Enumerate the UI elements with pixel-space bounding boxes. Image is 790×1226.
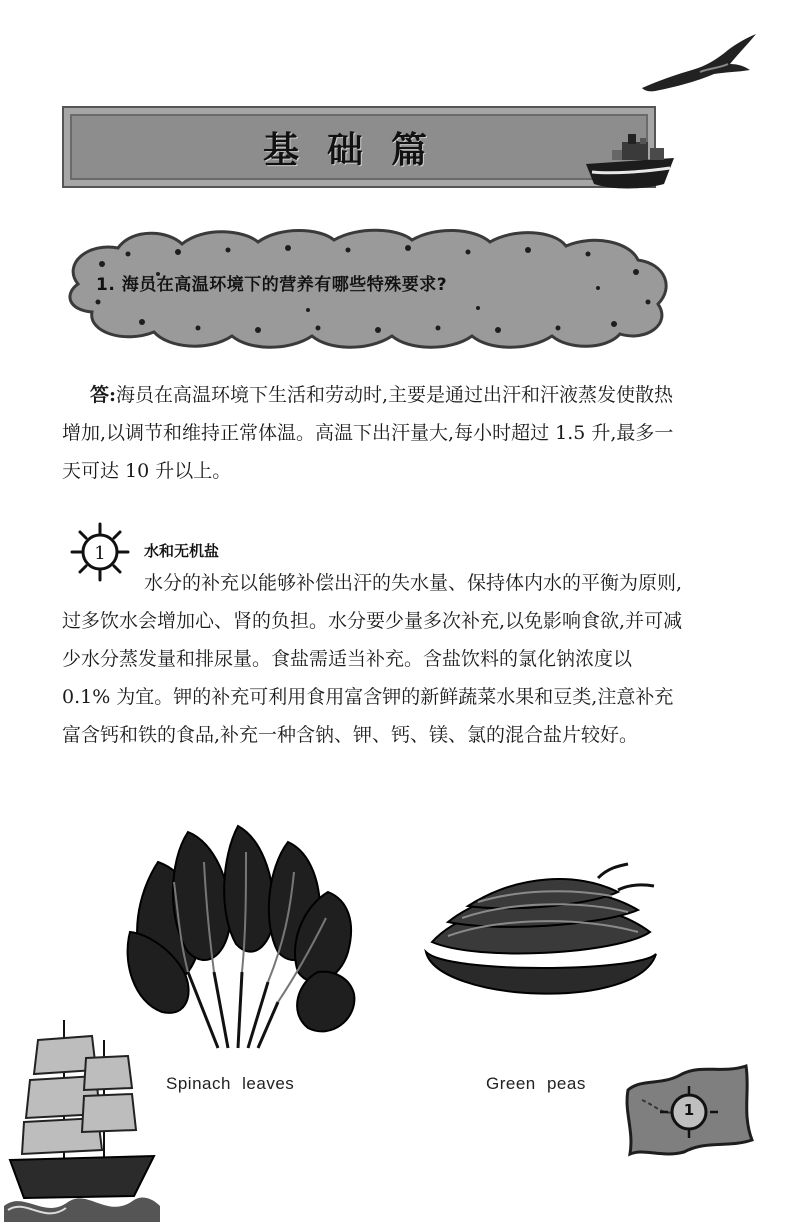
ship-icon (582, 128, 678, 194)
answer-text: 海员在高温环境下生活和劳动时,主要是通过出汗和汗液蒸发使散热增加,以调节和维持正常体温。高温下出汗量大,每小时超过 1.5 升,最多一天可达 10 升以上。 (62, 384, 674, 482)
answer-lead: 答: (90, 384, 117, 406)
seagull-icon (640, 30, 760, 100)
section-heading: 水和无机盐 (144, 542, 220, 560)
sailing-ship-icon (4, 1010, 160, 1222)
chapter-title: 基础篇 (262, 129, 455, 171)
green-peas-illustration (418, 862, 664, 1024)
spinach-caption: Spinach leaves (166, 1074, 295, 1093)
section-body: 水分的补充以能够补偿出汗的失水量、保持体内水的平衡为原则,过多饮水会增加心、肾的负担。水分要少量多次补充,以免影响食欲,并可减少水分蒸发量和排尿量。食盐需适当补充。含盐饮料的氯化钠浓度以 0.1% 为宜。钾的补充可利用食用富含钾的新鲜蔬菜水果和豆类,注意补充富含钙和铁的食品,补充一种含钠、钾、钙、镁、氯的混合盐片较好。 (62, 572, 683, 746)
question-heading: 1. 海员在高温环境下的营养有哪些特殊要求? (96, 275, 448, 295)
section-number: 1 (94, 543, 106, 564)
peas-caption: Green peas (486, 1074, 586, 1093)
chapter-banner (62, 106, 656, 188)
page-number: 1 (683, 1101, 695, 1119)
answer-paragraph (62, 376, 684, 490)
